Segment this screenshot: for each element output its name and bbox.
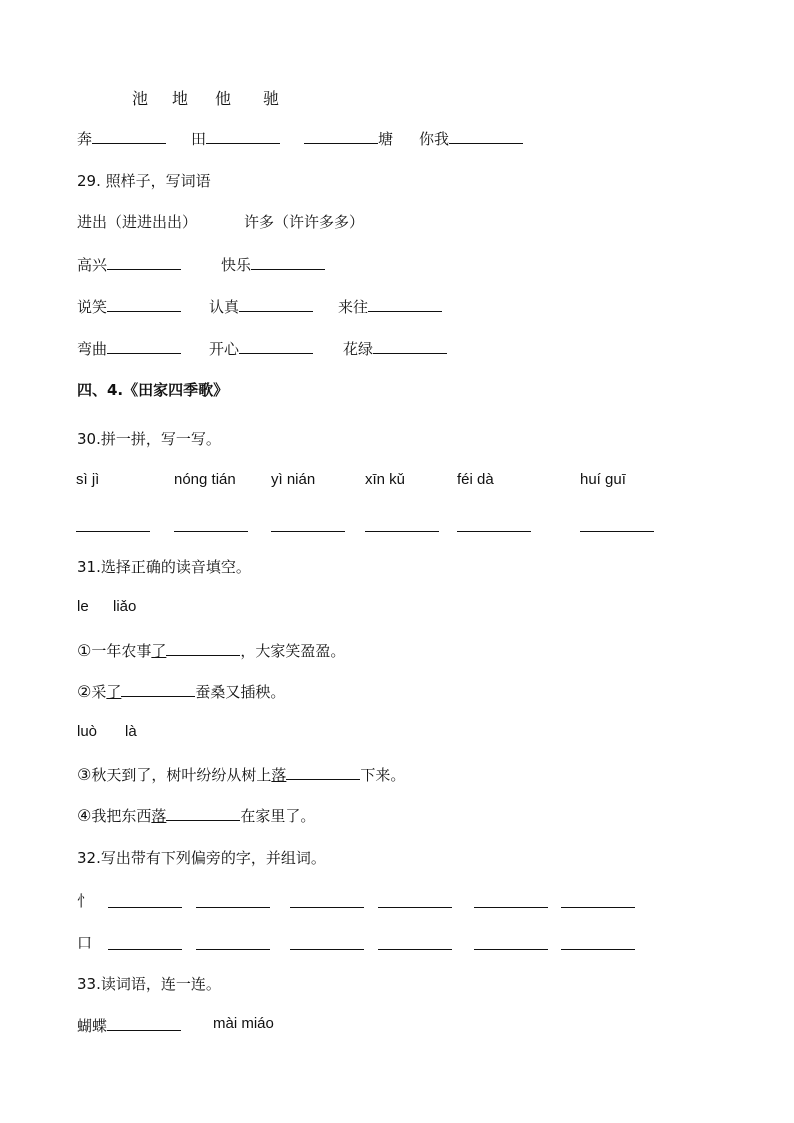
radical: 口 — [77, 934, 93, 952]
q31-title: 31.选择正确的读音填空。 — [77, 558, 251, 576]
q29-item — [77, 254, 181, 276]
word: 认真 — [209, 298, 240, 316]
pinyin: féi dà — [457, 471, 494, 488]
answer-blank[interactable] — [166, 640, 240, 656]
answer-blank[interactable] — [166, 805, 240, 821]
answer-blank[interactable] — [206, 128, 280, 144]
q30-title: 30.拼一拼，写一写。 — [77, 430, 221, 448]
sentence-text: 采 — [91, 683, 107, 701]
sentence-text: 在家里了。 — [240, 807, 316, 825]
q29-example-2: 许多（许许多多） — [244, 213, 365, 231]
option-char: 地 — [172, 89, 189, 108]
pinyin: mài miáo — [213, 1015, 274, 1032]
sentence-number: ④ — [77, 806, 92, 825]
answer-blank[interactable] — [174, 531, 248, 532]
sentence-number: ② — [77, 682, 92, 701]
answer-blank[interactable] — [239, 296, 313, 312]
answer-blank[interactable] — [286, 764, 360, 780]
word: 开心 — [209, 340, 240, 358]
pinyin: yì nián — [271, 471, 316, 488]
answer-blank[interactable] — [108, 949, 182, 950]
item-char: 田 — [191, 130, 207, 148]
answer-blank[interactable] — [580, 531, 654, 532]
answer-blank[interactable] — [368, 296, 442, 312]
q29-item — [77, 338, 181, 360]
pinyin-choice: liǎo — [113, 598, 137, 615]
answer-blank[interactable] — [107, 1015, 181, 1031]
q29-example-1: 进出（进进出出） — [77, 213, 198, 231]
q31-sentence-4 — [77, 805, 315, 827]
answer-blank[interactable] — [457, 531, 531, 532]
pinyin-choice: le — [77, 598, 89, 615]
answer-blank[interactable] — [107, 338, 181, 354]
word: 来往 — [338, 298, 369, 316]
pinyin-choice: luò — [77, 723, 98, 740]
q29-item — [77, 296, 181, 318]
sentence-text: 下来。 — [360, 766, 406, 784]
sentence-text: 秋天到了，树叶纷纷从树上 — [91, 766, 272, 784]
q28-fill-row — [304, 128, 393, 150]
q29-item — [338, 296, 442, 318]
answer-blank[interactable] — [365, 531, 439, 532]
pinyin-choice: là — [125, 723, 137, 740]
q31-sentence-3 — [77, 764, 405, 786]
option-char: 他 — [215, 89, 232, 108]
word: 蝴蝶 — [77, 1017, 108, 1035]
option-char: 驰 — [263, 89, 280, 108]
answer-blank[interactable] — [290, 949, 364, 950]
key-char: 落 — [151, 807, 167, 825]
sentence-text: 蚕桑又插秧。 — [195, 683, 286, 701]
answer-blank[interactable] — [561, 907, 635, 908]
answer-blank[interactable] — [92, 128, 166, 144]
sentence-text: 一年农事 — [91, 642, 152, 660]
word: 快乐 — [221, 256, 252, 274]
key-char: 了 — [106, 683, 122, 701]
answer-blank[interactable] — [121, 681, 195, 697]
section-heading: 四、4.《田家四季歌》 — [77, 381, 229, 399]
sentence-text: ，大家笑盈盈。 — [240, 642, 346, 660]
answer-blank[interactable] — [561, 949, 635, 950]
q33-title: 33.读词语，连一连。 — [77, 975, 221, 993]
answer-blank[interactable] — [107, 296, 181, 312]
q31-sentence-2 — [77, 681, 285, 703]
answer-blank[interactable] — [474, 949, 548, 950]
answer-blank[interactable] — [196, 949, 270, 950]
q29-item — [209, 338, 313, 360]
word: 弯曲 — [77, 340, 108, 358]
item-char: 塘 — [378, 130, 394, 148]
answer-blank[interactable] — [373, 338, 447, 354]
answer-blank[interactable] — [290, 907, 364, 908]
answer-blank[interactable] — [378, 949, 452, 950]
q32-title: 32.写出带有下列偏旁的字，并组词。 — [77, 849, 326, 867]
q29-item — [343, 338, 447, 360]
pinyin: sì jì — [76, 471, 100, 488]
q28-fill-row — [419, 128, 523, 150]
sentence-number: ① — [77, 641, 92, 660]
q31-sentence-1 — [77, 640, 345, 662]
q28-fill-row — [77, 128, 166, 150]
radical: 忄 — [77, 892, 93, 910]
answer-blank[interactable] — [76, 531, 150, 532]
q29-title: 29. 照样子，写词语 — [77, 172, 211, 190]
item-char: 奔 — [77, 130, 93, 148]
key-char: 落 — [271, 766, 287, 784]
q33-item — [77, 1015, 181, 1037]
answer-blank[interactable] — [108, 907, 182, 908]
answer-blank[interactable] — [378, 907, 452, 908]
word: 说笑 — [77, 298, 108, 316]
sentence-text: 我把东西 — [91, 807, 152, 825]
sentence-number: ③ — [77, 765, 92, 784]
word: 高兴 — [77, 256, 108, 274]
answer-blank[interactable] — [474, 907, 548, 908]
pinyin: xīn kǔ — [365, 471, 406, 488]
answer-blank[interactable] — [196, 907, 270, 908]
pinyin: huí guī — [580, 471, 626, 488]
answer-blank[interactable] — [271, 531, 345, 532]
option-char: 池 — [132, 89, 149, 108]
word: 花绿 — [343, 340, 374, 358]
q28-fill-row — [191, 128, 280, 150]
answer-blank[interactable] — [251, 254, 325, 270]
key-char: 了 — [151, 642, 167, 660]
answer-blank[interactable] — [239, 338, 313, 354]
answer-blank[interactable] — [304, 128, 378, 144]
q29-item — [221, 254, 325, 276]
answer-blank[interactable] — [449, 128, 523, 144]
answer-blank[interactable] — [107, 254, 181, 270]
pinyin: nóng tián — [174, 471, 236, 488]
q29-item — [209, 296, 313, 318]
item-char: 你我 — [419, 130, 450, 148]
